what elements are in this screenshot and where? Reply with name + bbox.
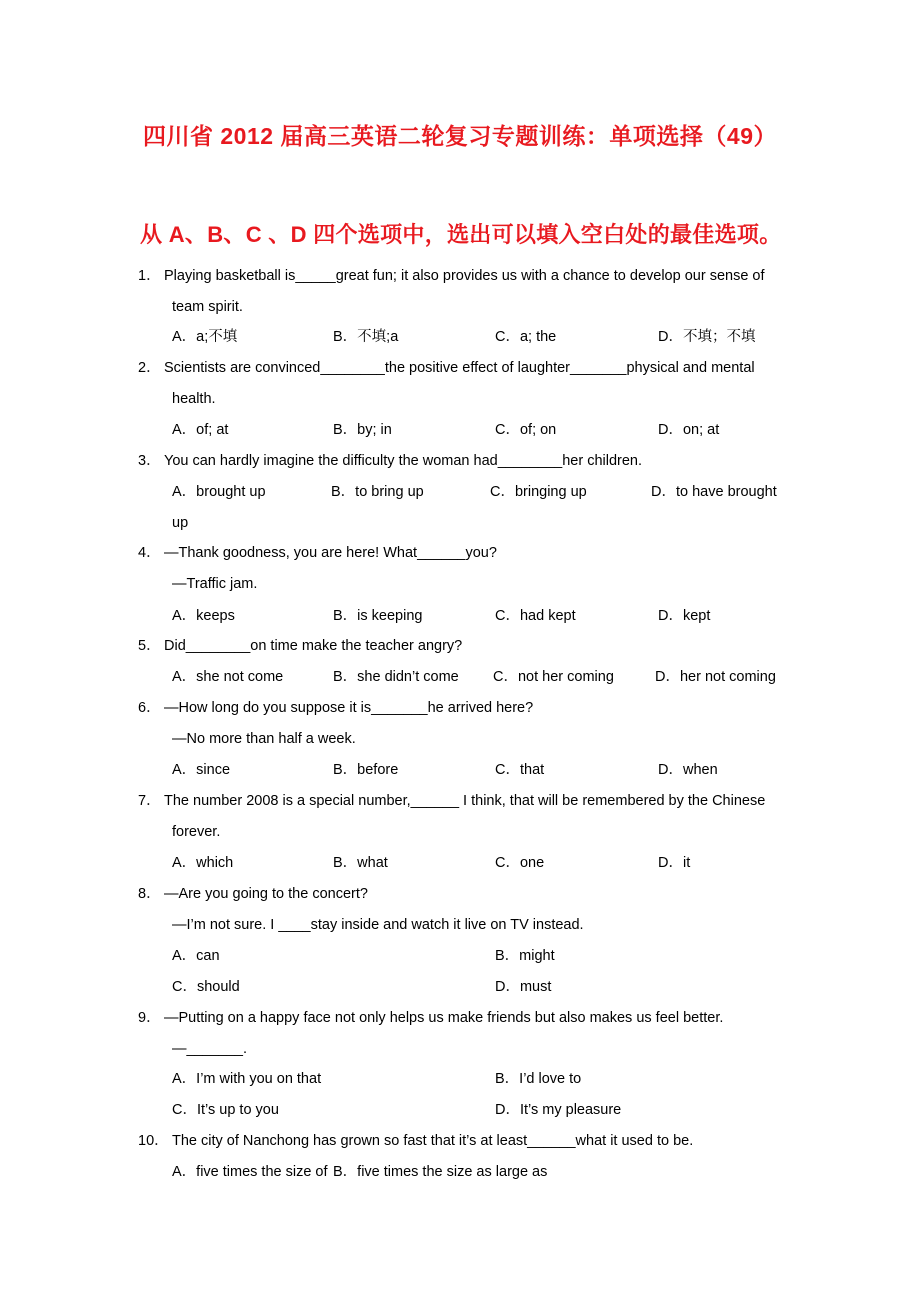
option-a: A．brought up: [172, 484, 266, 500]
option-d: D．kept: [658, 608, 711, 624]
option-d: D．to have brought: [651, 484, 777, 500]
question-number: 9．: [138, 1010, 161, 1026]
question-text-cont: team spirit.: [172, 299, 243, 315]
option-d-cont: up: [172, 515, 189, 531]
option-c: C．had kept: [495, 608, 576, 624]
option-b: B．what: [333, 855, 388, 871]
option-a: A．which: [172, 855, 234, 871]
instruction-text: 从 A、B、C 、D 四个选项中，选出可以填入空白处的最佳选项。: [140, 222, 782, 247]
option-c: C．of; on: [495, 422, 557, 438]
option-b: B．to bring up: [331, 484, 424, 500]
option-a: A．since: [172, 762, 231, 778]
question-number: 2．: [138, 360, 161, 376]
option-d: D．when: [658, 762, 718, 778]
question-number: 5．: [138, 638, 161, 654]
question-text: —Thank goodness, you are here! What______you?: [164, 545, 497, 561]
question-text: The number 2008 is a special number,______ I think, that will be remembered by the Chinese: [164, 793, 766, 809]
option-c: C．that: [495, 762, 545, 778]
question-number: 4．: [138, 545, 161, 561]
option-a: A．a;不填: [172, 329, 238, 345]
option-d: D．on; at: [658, 422, 720, 438]
question-text: Did________on time make the teacher angry?: [164, 638, 463, 654]
question-text-cont: —No more than half a week.: [172, 731, 356, 747]
question-text-cont: —Traffic jam.: [172, 576, 258, 592]
question-text: —Putting on a happy face not only helps us make friends but also makes us feel better.: [164, 1010, 724, 1026]
option-c: C．not her coming: [493, 669, 614, 685]
option-b: B．I’d love to: [495, 1071, 582, 1087]
option-c: C．a; the: [495, 329, 557, 345]
option-d: D．must: [495, 979, 552, 995]
option-b: B．is keeping: [333, 608, 423, 624]
option-a: A．she not come: [172, 669, 284, 685]
question-number: 8．: [138, 886, 161, 902]
question-number: 10．: [138, 1133, 169, 1149]
question-text: —Are you going to the concert?: [164, 886, 368, 902]
question-number: 1．: [138, 268, 161, 284]
question-number: 3．: [138, 453, 161, 469]
option-a: A．keeps: [172, 608, 235, 624]
option-c: C．should: [172, 979, 240, 995]
question-text: —How long do you suppose it is_______he arrived here?: [164, 700, 534, 716]
question-text: The city of Nanchong has grown so fast that it’s at least______what it used to be.: [172, 1133, 694, 1149]
option-b: B．she didn’t come: [333, 669, 459, 685]
option-d: D．it: [658, 855, 691, 871]
option-c: C．It’s up to you: [172, 1102, 279, 1118]
option-a: A．I’m with you on that: [172, 1071, 322, 1087]
question-text-cont: forever.: [172, 824, 221, 840]
question-text-cont: —_______.: [172, 1041, 247, 1057]
option-c: C．one: [495, 855, 545, 871]
question-number: 7．: [138, 793, 161, 809]
option-a: A．five times the size of: [172, 1164, 328, 1180]
option-b: B．不填;a: [333, 329, 399, 345]
question-text: You can hardly imagine the difficulty the woman had________her children.: [164, 453, 643, 469]
question-text-cont: —I’m not sure. I ____stay inside and watch it live on TV instead.: [172, 917, 584, 933]
option-d: D．It’s my pleasure: [495, 1102, 622, 1118]
option-c: C．bringing up: [490, 484, 587, 500]
option-b: B．five times the size as large as: [333, 1164, 548, 1180]
option-b: B．might: [495, 948, 555, 964]
document-title: 四川省 2012 届高三英语二轮复习专题训练：单项选择（49）: [142, 123, 778, 149]
option-a: A．can: [172, 948, 220, 964]
question-text: Scientists are convinced________the positive effect of laughter_______physical and mental: [164, 360, 755, 376]
option-b: B．before: [333, 762, 399, 778]
option-a: A．of; at: [172, 422, 229, 438]
question-text: Playing basketball is_____great fun; it also provides us with a chance to develop our sense of: [164, 268, 765, 284]
option-d: D．her not coming: [655, 669, 776, 685]
question-number: 6．: [138, 700, 161, 716]
option-b: B．by; in: [333, 422, 392, 438]
option-d: D．不填；不填: [658, 329, 756, 345]
question-text-cont: health.: [172, 391, 216, 407]
